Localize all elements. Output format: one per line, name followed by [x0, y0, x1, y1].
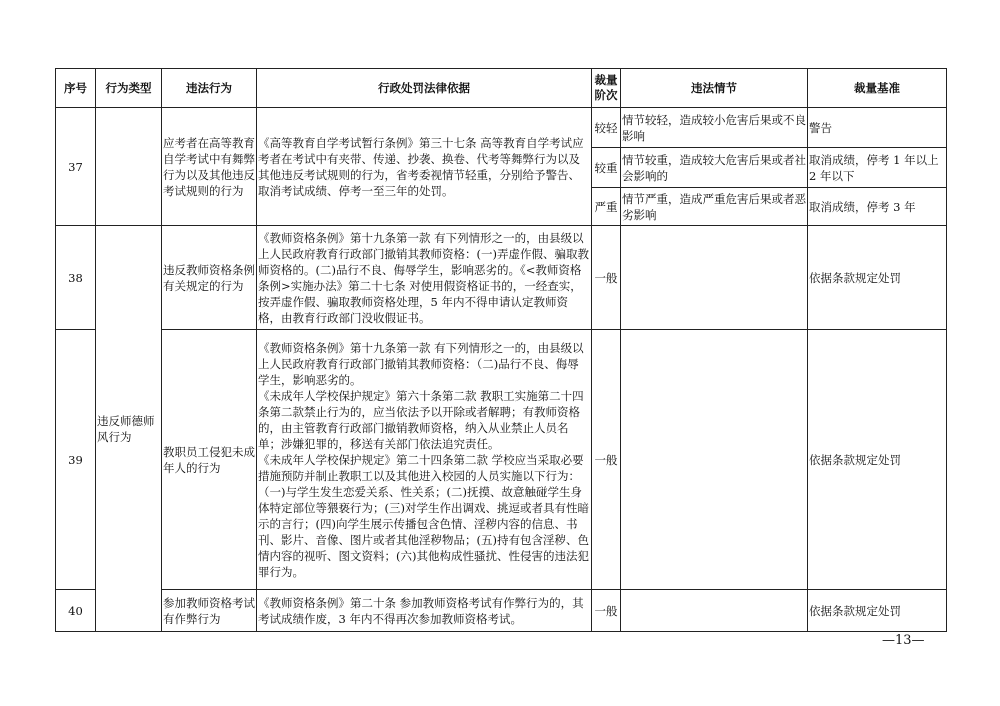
row-37-behavior: 应考者在高等教育自学考试中有舞弊行为以及其他违反考试规则的行为: [162, 108, 257, 226]
header-standard: 裁量基准: [808, 69, 947, 108]
row-37-circumstance-3: 情节严重，造成严重危害后果或者恶劣影响: [621, 188, 808, 226]
row-37-level-3: 严重: [592, 188, 621, 226]
row-37-level-1: 较轻: [592, 108, 621, 148]
row-39-basis: [257, 330, 592, 590]
row-39-circumstance: [621, 330, 808, 590]
row-37-circumstance-1: 情节较轻，造成较小危害后果或不良影响: [621, 108, 808, 148]
row-37-type: [96, 108, 162, 226]
header-type: 行为类型: [96, 69, 162, 108]
header-circumstance: 违法情节: [621, 69, 808, 108]
header-seq: 序号: [56, 69, 96, 108]
row-40-level: 一般: [592, 590, 621, 632]
table-row: [56, 108, 947, 148]
row-38-seq: 38: [56, 226, 96, 330]
header-behavior: 违法行为: [162, 69, 257, 108]
penalty-discretion-table: [55, 68, 947, 632]
row-38-level: 一般: [592, 226, 621, 330]
row-39-level: 一般: [592, 330, 621, 590]
row-39-standard: 依据条款规定处罚: [808, 330, 947, 590]
row-39-basis-line-3: 《未成年人学校保护规定》第二十四条第二款 学校应当采取必要措施预防并制止教职工以及其他进入校园的人员实施以下行为：（一)与学生发生恋爱关系、性关系；(二)抚摸、故意触碰学生身体特定部位等猥亵行为；(三)对学生作出调戏、挑逗或者具有性暗示的言行；(四)向学生展示传播包含色情、淫秽内容的信息、书刊、影片、音像、图片或者其他淫秽物品；(五)持有包含淫秽、色情内容的视听、图文资料；(六)其他构成性骚扰、性侵害的违法犯罪行为。: [258, 452, 589, 579]
page-number: —13—: [882, 633, 925, 648]
row-38-basis: 《教师资格条例》第十九条第一款 有下列情形之一的，由县级以上人民政府教育行政部门撤销其教师资格：(一)弄虚作假、骗取教师资格的。(二)品行不良、侮辱学生，影响恶劣的。《<教师资格条例>实施办法》第二十七条 对使用假资格证书的，一经查实，按弄虚作假、骗取教师资格处理，5 年内不得申请认定教师资格，由教育行政部门没收假证书。: [257, 226, 592, 330]
row-38-40-type: 违反师德师风行为: [96, 226, 162, 632]
row-37-basis: 《高等教育自学考试暂行条例》第三十七条 高等教育自学考试应考者在考试中有夹带、传递、抄袭、换卷、代考等舞弊行为以及其他违反考试规则的行为，省考委视情节轻重，分别给予警告、取消考试成绩、停考一至三年的处罚。: [257, 108, 592, 226]
row-38-standard: 依据条款规定处罚: [808, 226, 947, 330]
row-37-circumstance-2: 情节较重，造成较大危害后果或者社会影响的: [621, 148, 808, 188]
row-40-standard: 依据条款规定处罚: [808, 590, 947, 632]
row-39-seq: 39: [56, 330, 96, 590]
header-level: 裁量阶次: [592, 69, 621, 108]
row-37-seq: 37: [56, 108, 96, 226]
row-37-standard-3: 取消成绩，停考 3 年: [808, 188, 947, 226]
header-basis: 行政处罚法律依据: [257, 69, 592, 108]
row-39-basis-line-2: 《未成年人学校保护规定》第六十条第二款 教职工实施第二十四条第二款禁止行为的，应当依法予以开除或者解聘；有教师资格的，由主管教育行政部门撤销教师资格，纳入从业禁止人员名单；涉嫌犯罪的，移送有关部门依法追究责任。: [258, 388, 584, 451]
row-38-behavior: 违反教师资格条例有关规定的行为: [162, 226, 257, 330]
row-38-circumstance: [621, 226, 808, 330]
row-37-level-2: 较重: [592, 148, 621, 188]
row-37-standard-1: 警告: [808, 108, 947, 148]
table-row: [56, 590, 947, 632]
row-40-seq: 40: [56, 590, 96, 632]
row-39-behavior: 教职员工侵犯未成年人的行为: [162, 330, 257, 590]
table-header-row: [56, 69, 947, 108]
table-row: [56, 226, 947, 330]
row-39-basis-line-1: 《教师资格条例》第十九条第一款 有下列情形之一的，由县级以上人民政府教育行政部门撤销其教师资格：（二)品行不良、侮辱学生，影响恶劣的。: [258, 340, 584, 387]
row-40-basis: 《教师资格条例》第二十条 参加教师资格考试有作弊行为的，其考试成绩作废，3 年内不得再次参加教师资格考试。: [257, 590, 592, 632]
table-row: [56, 330, 947, 590]
row-37-standard-2: 取消成绩，停考 1 年以上 2 年以下: [808, 148, 947, 188]
row-40-circumstance: [621, 590, 808, 632]
row-40-behavior: 参加教师资格考试有作弊行为: [162, 590, 257, 632]
